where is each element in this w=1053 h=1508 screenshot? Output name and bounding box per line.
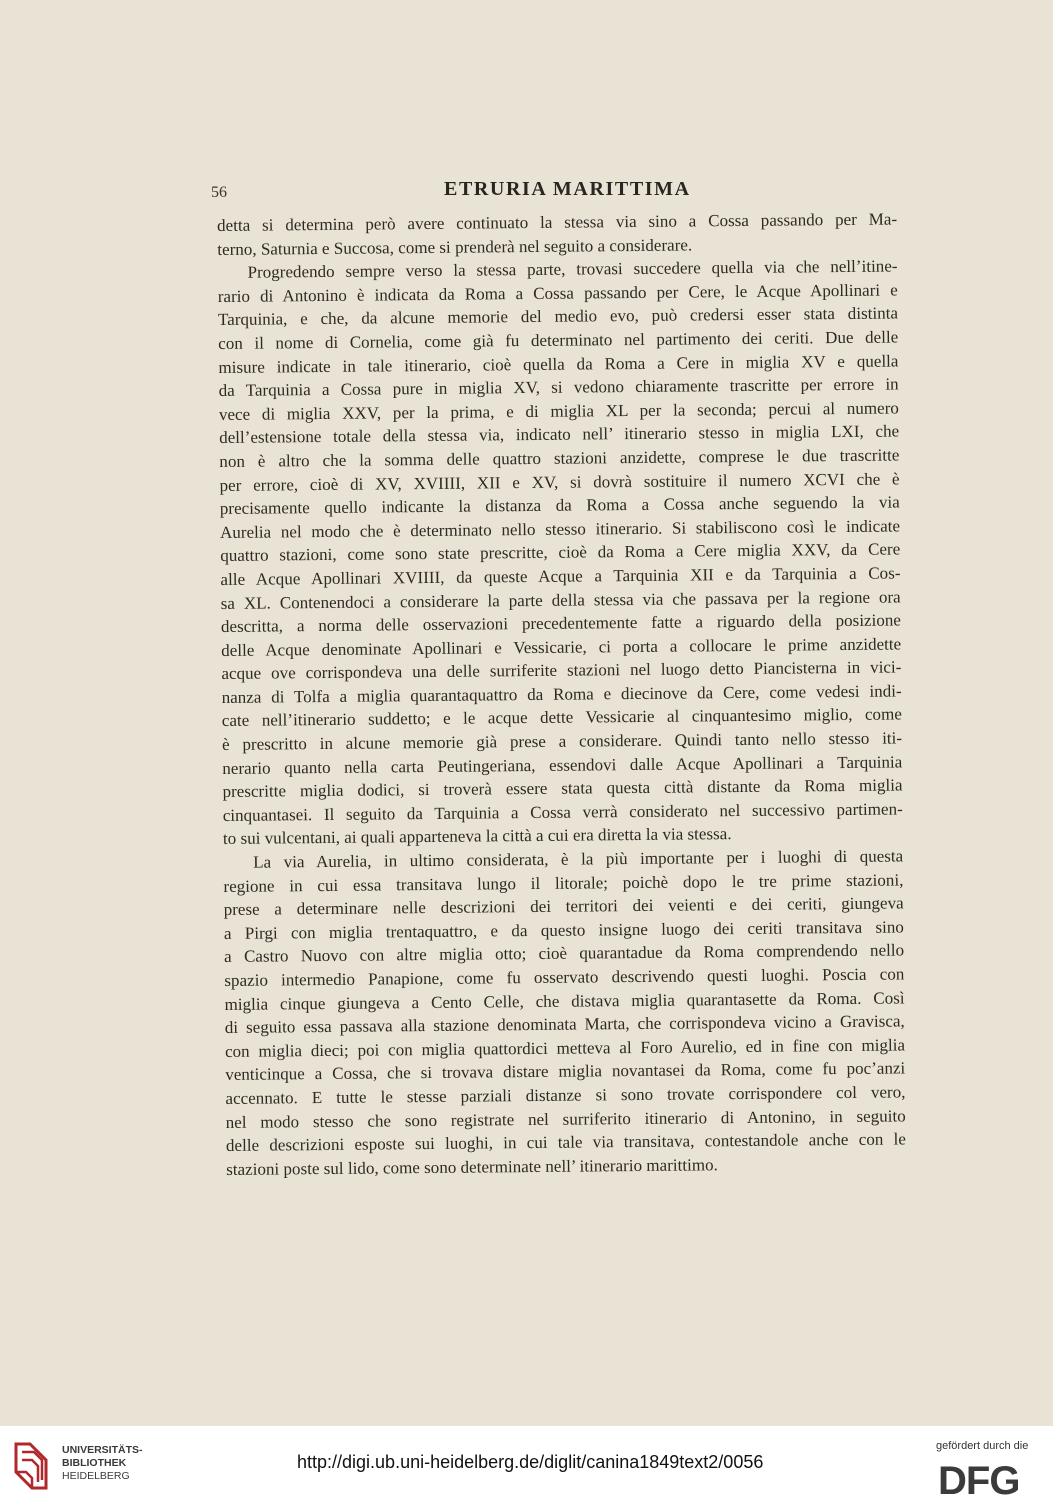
text-line: vece di miglia XXV, per la prima, e di miglia XL per la seconda; percui al numero (218, 398, 899, 424)
text-line: quattro stazioni, come sono state prescritte, cioè da Roma a Cere miglia XXV, da Cere (220, 539, 901, 566)
text-line: La via Aurelia, in ultimo considerata, è la più importante per i luoghi di questa (253, 846, 904, 872)
text-line: è prescritto in alcune memorie già prese a considerare. Quindi tanto nello stesso iti- (222, 728, 903, 755)
text-line: delle Acque denominate Apollinari e Vessicarie, ci porta a collocare le prime anzidette (221, 634, 902, 660)
text-line: nanza di Tolfa a miglia quarantaquattro da Roma e diecinove da Cere, come vedesi indi- (221, 681, 902, 707)
text-line: delle descrizioni esposte sui luoghi, in cui tale via transitava, contestandole anche con le (225, 1129, 907, 1156)
text-line: precisamente quello indicante la distanza da Roma a Cossa anche seguendo la via (219, 492, 900, 519)
text-line: con il nome di Cornelia, come già fu determinato nel partimento dei ceriti. Due delle (218, 327, 899, 353)
text-line: a Pirgi con miglia trentaquattro, e da questo insigne luogo dei ceriti transitava sino (223, 917, 904, 943)
text-line: dell’estensione totale della stessa via, indicato nell’ itinerario stesso in miglia LXI, che (219, 421, 900, 448)
text-line: prese a determinare nelle descrizioni dei territori dei veienti e dei ceriti, giungeva (223, 893, 904, 920)
library-name-line: UNIVERSITÄTS- (62, 1444, 143, 1456)
text-line: alle Acque Apollinari XVIIII, da queste Acque a Tarquinia XII e da Tarquinia a Cos- (220, 563, 901, 589)
text-line: stazioni poste sul lido, come sono determinate nell’ itinerario marittimo. (226, 1154, 718, 1179)
running-head (0, 178, 1053, 206)
text-line: to sui vulcentani, ai quali apparteneva la città a cui era diretta la via stessa. (222, 824, 732, 849)
text-line: miglia cinque giungeva a Cento Celle, che distava miglia quarantasette da Roma. Così (224, 988, 905, 1014)
text-line: nel modo stesso che sono registrate nel surriferito itinerario di Antonino, in seguito (225, 1105, 906, 1132)
text-line: acque ove corrispondeva una delle surriferite stazioni nel luogo detto Piancisterna in vici- (221, 657, 902, 684)
text-line: accennato. E tutte le stesse parziali distanze si sono trovate corrispondere col vero, (225, 1082, 906, 1108)
paragraph-1 (217, 207, 897, 261)
page-title: ETRURIA MARITTIMA (444, 178, 691, 200)
text-line: Tarquinia, e che, da alcune memorie del medio evo, può credersi esser stata distinta (217, 303, 899, 330)
text-line: venticinque a Cossa, che si trovava distare miglia novantasei da Roma, come fu poc’anzi (225, 1058, 906, 1085)
permalink-url[interactable]: http://digi.ub.uni-heidelberg.de/diglit/canina1849text2/0056 (297, 1452, 764, 1472)
text-line: detta si determina però avere continuato la stessa via sino a Cossa passando per Ma- (217, 209, 898, 235)
viewer-footer (0, 1426, 1053, 1508)
dfg-logo-text: DFG (938, 1459, 1020, 1498)
university-library-logo-icon (12, 1440, 54, 1492)
dfg-logo-icon[interactable] (938, 1458, 1038, 1498)
text-line: terno, Saturnia e Succosa, come si prenderà nel seguito a considerare. (217, 235, 693, 259)
sponsor-note: gefördert durch die (936, 1440, 1029, 1452)
text-line: prescritte miglia dodici, si troverà essere stata questa città distante da Roma miglia (222, 775, 903, 802)
text-line: misure indicate in tale itinerario, cioè quella da Roma a Cere in miglia XV e quella (218, 351, 899, 377)
text-line: non è altro che la somma delle quattro stazioni anzidette, comprese le due trascritte (219, 445, 900, 471)
text-line: descritta, a norma delle osservazioni precedentemente fatte a riguardo della posizione (220, 610, 902, 637)
page-number: 56 (211, 184, 227, 201)
library-name-line: HEIDELBERG (62, 1470, 130, 1482)
text-line: sa XL. Contenendoci a considerare la parte della stessa via che passava per la regione ora (220, 586, 901, 613)
paragraph-3 (223, 844, 906, 1181)
text-line: cinquantasei. Il seguito da Tarquinia a Cossa verrà considerato nel successivo partimen- (222, 799, 903, 825)
text-line: cate nell’itinerario suddetto; e le acque dette Vessicarie al cinquantesimo miglio, come (221, 704, 902, 731)
text-line: rario di Antonino è indicata da Roma a Cossa passando per Cere, le Acque Apollinari e (217, 280, 898, 306)
text-line: nerario quanto nella carta Peutingeriana, essendovi dalle Acque Apollinari a Tarquinia (222, 752, 903, 778)
text-line: Aurelia nel modo che è determinato nello stesso itinerario. Si stabiliscono così le indicate (219, 516, 901, 542)
text-line: spazio intermedio Panapione, come fu osservato descrivendo questi luoghi. Poscia con (224, 964, 905, 990)
text-line: da Tarquinia a Cossa pure in miglia XV, si vedono chiaramente trascritte per errore in (218, 374, 899, 401)
text-line: con miglia dieci; poi con miglia quattordici metteva al Foro Aurelio, ed in fine con miglia (224, 1035, 906, 1061)
text-line: Progredendo sempre verso la stessa parte, trovasi succedere quella via che nell’itine- (247, 256, 898, 282)
body-text (217, 207, 906, 1181)
university-library-name[interactable] (62, 1444, 143, 1483)
paragraph-2 (217, 255, 903, 851)
text-line: regione in cui essa transitava lungo il litorale; poichè dopo le tre prime stazioni, (223, 870, 904, 896)
text-line: per errore, cioè di XV, XVIIII, XII e XV, si dovrà sostituire il numero XCVI che è (219, 468, 900, 495)
text-line: di seguito essa passava alla stazione denominata Marta, che corrispondeva vicino a Gravisca, (224, 1011, 905, 1038)
library-name-line: BIBLIOTHEK (62, 1457, 127, 1469)
text-line: a Castro Nuovo con altre miglia otto; cioè quarantadue da Roma comprendendo nello (224, 940, 905, 967)
